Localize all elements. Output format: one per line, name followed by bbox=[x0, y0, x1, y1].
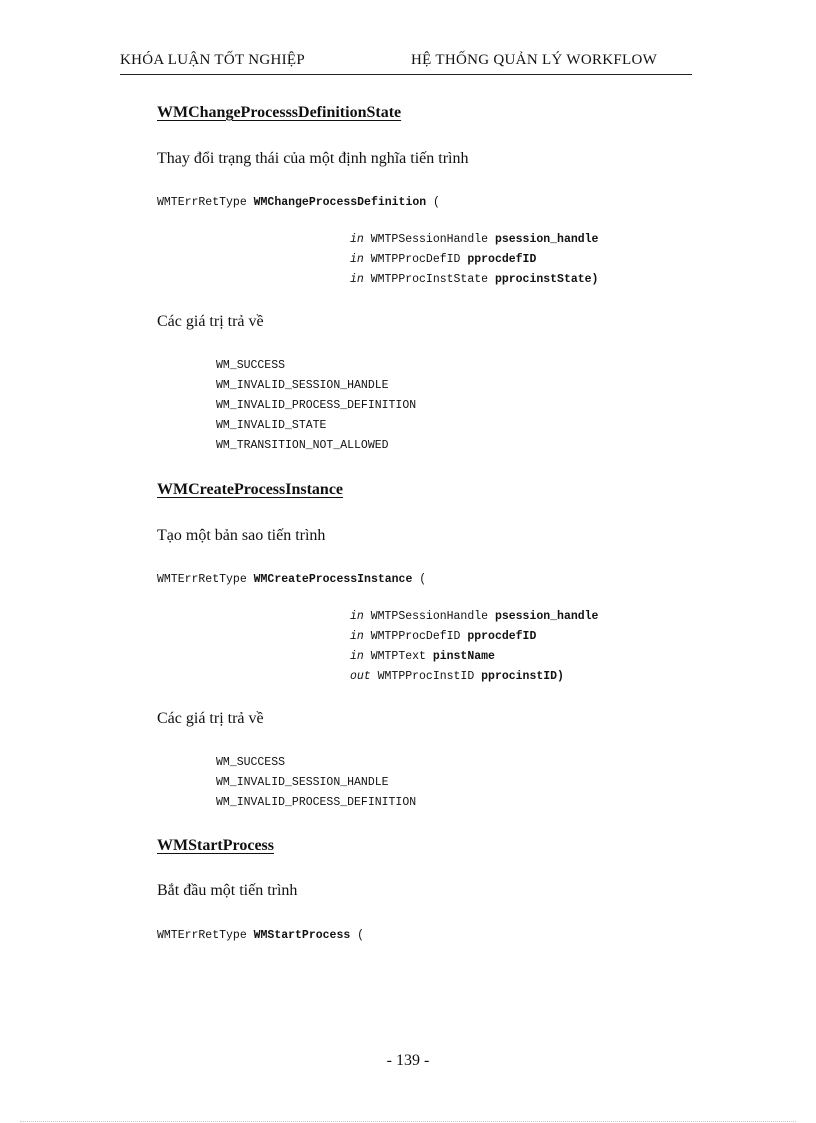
section-description: Thay đổi trạng thái của một định nghĩa tiến trình bbox=[157, 150, 469, 167]
param-line: in WMTPProcDefID pprocdefID bbox=[350, 630, 537, 643]
page-header bbox=[120, 52, 692, 75]
return-value: WM_INVALID_SESSION_HANDLE bbox=[216, 379, 389, 392]
header-right-title: HỆ THỐNG QUẢN LÝ WORKFLOW bbox=[411, 52, 658, 68]
section-title-create-process-instance: WMCreateProcessInstance bbox=[157, 481, 344, 498]
param-line: in WMTPProcInstState pprocinstState) bbox=[350, 273, 599, 286]
section-title-change-definition-state: WMChangeProcesssDefinitionState bbox=[157, 104, 402, 121]
param-line: in WMTPProcDefID pprocdefID bbox=[350, 253, 537, 266]
param-line: in WMTPSessionHandle psession_handle bbox=[350, 610, 599, 623]
return-value: WM_INVALID_PROCESS_DEFINITION bbox=[216, 796, 417, 809]
page-bottom-border bbox=[20, 1121, 796, 1122]
function-signature: WMTErrRetType WMStartProcess ( bbox=[157, 929, 365, 942]
returns-label: Các giá trị trả về bbox=[157, 710, 264, 727]
section-description: Tạo một bản sao tiến trình bbox=[157, 527, 326, 544]
return-value: WM_INVALID_STATE bbox=[216, 419, 327, 432]
return-value: WM_INVALID_SESSION_HANDLE bbox=[216, 776, 389, 789]
param-line: in WMTPText pinstName bbox=[350, 650, 495, 663]
param-line: out WMTPProcInstID pprocinstID) bbox=[350, 670, 564, 683]
return-value: WM_SUCCESS bbox=[216, 359, 286, 372]
header-left-title: KHÓA LUẬN TỐT NGHIỆP bbox=[120, 52, 306, 68]
page-number: - 139 - bbox=[386, 1052, 430, 1069]
section-description: Bắt đầu một tiến trình bbox=[157, 882, 298, 899]
section-title-start-process: WMStartProcess bbox=[157, 837, 274, 854]
function-signature: WMTErrRetType WMCreateProcessInstance ( bbox=[157, 573, 427, 586]
return-value: WM_INVALID_PROCESS_DEFINITION bbox=[216, 399, 417, 412]
returns-label: Các giá trị trả về bbox=[157, 313, 264, 330]
return-value: WM_TRANSITION_NOT_ALLOWED bbox=[216, 439, 389, 452]
param-line: in WMTPSessionHandle psession_handle bbox=[350, 233, 599, 246]
return-value: WM_SUCCESS bbox=[216, 756, 286, 769]
function-signature: WMTErrRetType WMChangeProcessDefinition ( bbox=[157, 196, 440, 209]
